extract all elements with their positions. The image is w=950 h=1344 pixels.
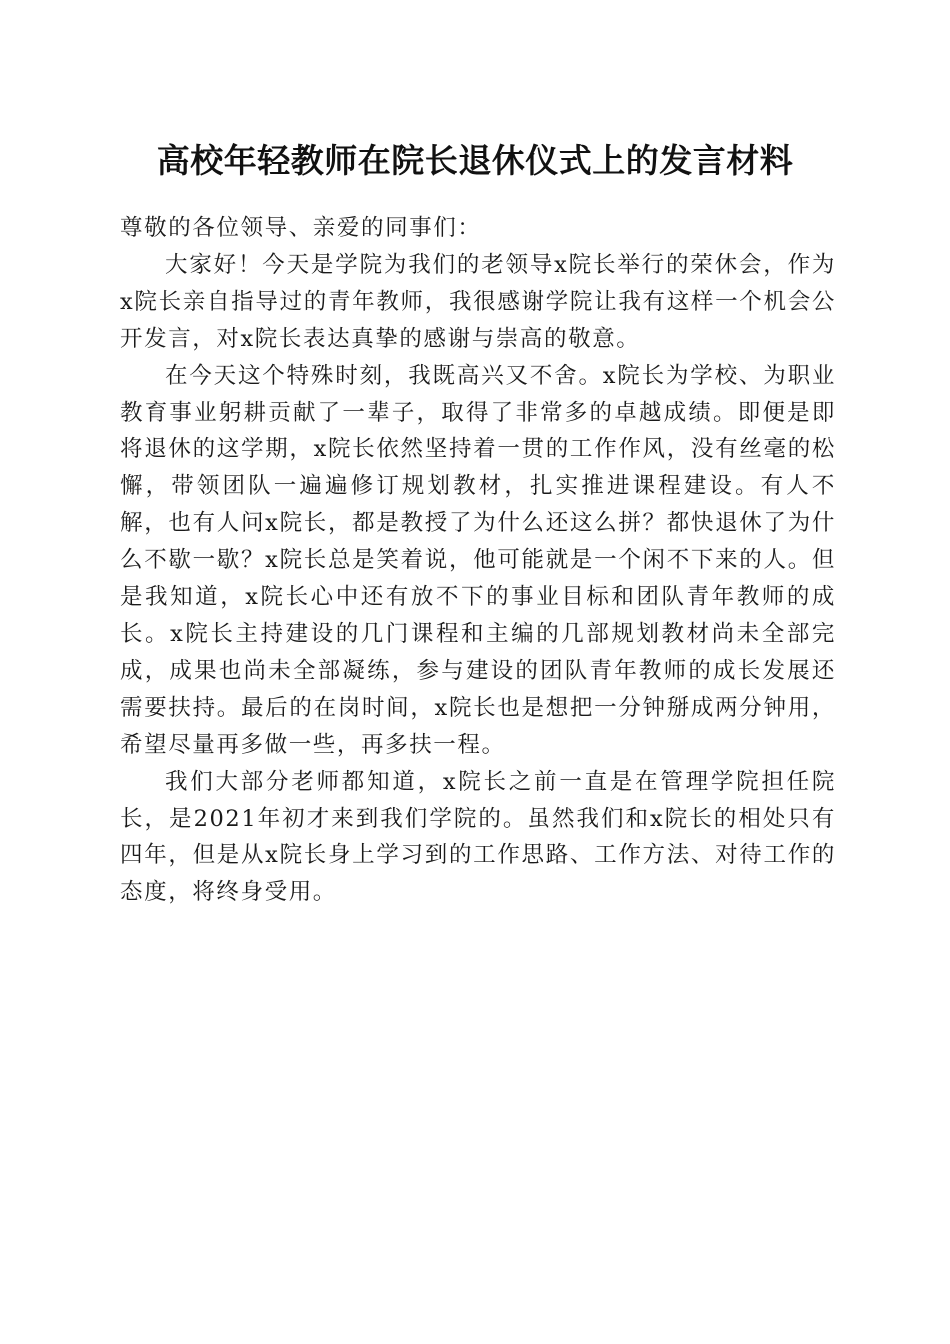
document-title: 高校年轻教师在院长退休仪式上的发言材料: [156, 141, 794, 180]
salutation: 尊敬的各位领导、亲爱的同事们：: [120, 215, 482, 241]
document-body: [120, 210, 836, 911]
paragraph-dedication: 在今天这个特殊时刻，我既高兴又不舍。x院长为学校、为职业教育事业躬耕贡献了一辈子，取得了非常多的卓越成绩。即便是即将退休的这学期，x院长依然坚持着一贯的工作作风，没有丝毫的松懈，带领团队一遍遍修订规划教材，扎实推进课程建设。有人不解，也有人问x院长，都是教授了为什么还这么拼？都快退休了为什么不歇一歇？x院长总是笑着说，他可能就是一个闲不下来的人。但是我知道，x院长心中还有放不下的事业目标和团队青年教师的成长。x院长主持建设的几门课程和主编的几部规划教材尚未全部完成，成果也尚未全部凝练，参与建设的团队青年教师的成长发展还需要扶持。最后的在岗时间，x院长也是想把一分钟掰成两分钟用，希望尽量再多做一些，再多扶一程。: [120, 362, 836, 758]
paragraph-opening: 大家好！今天是学院为我们的老领导x院长举行的荣休会，作为x院长亲自指导过的青年教师，我很感谢学院让我有这样一个机会公开发言，对x院长表达真挚的感谢与崇高的敬意。: [120, 251, 836, 352]
paragraph-history: 我们大部分老师都知道，x院长之前一直是在管理学院担任院长，是2021年初才来到我们学院的。虽然我们和x院长的相处只有四年，但是从x院长身上学习到的工作思路、工作方法、对待工作的态度，将终身受用。: [120, 768, 836, 906]
